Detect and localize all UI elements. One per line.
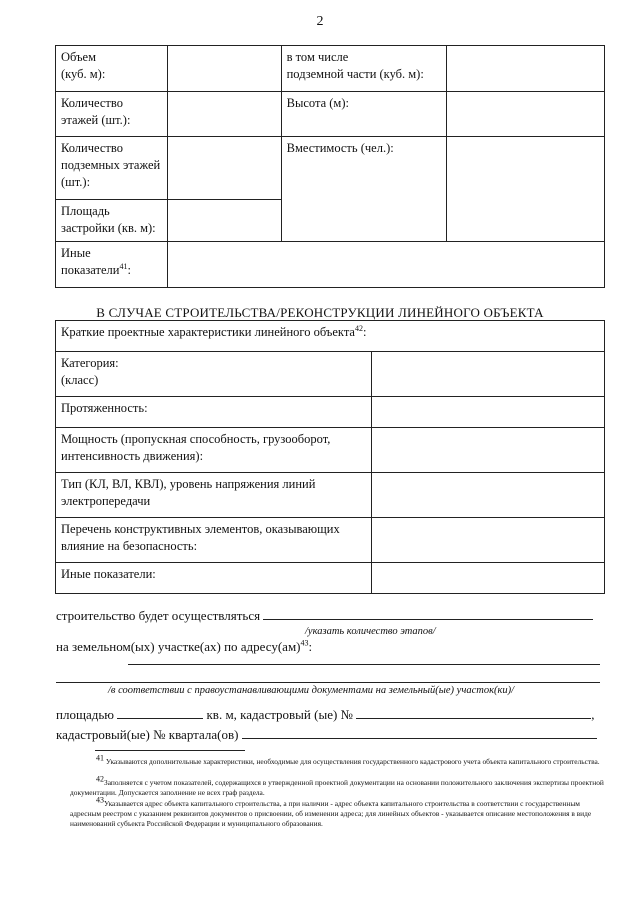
cadastral-number-field[interactable]	[356, 718, 591, 719]
address-field-1[interactable]	[128, 664, 600, 665]
stages-field[interactable]	[263, 619, 593, 620]
floors-label: Количество этажей (шт.):	[56, 92, 168, 137]
page-number: 2	[316, 14, 324, 29]
other-indicators-value-cell[interactable]	[167, 242, 604, 288]
volume-label: Объем (куб. м):	[56, 46, 168, 92]
area-unit-label: кв. м, кадастровый (ые) №	[206, 707, 353, 722]
height-value-cell[interactable]	[447, 92, 605, 137]
power-line-type-value-cell[interactable]	[371, 473, 605, 518]
construction-line	[56, 608, 593, 624]
address-field-2[interactable]	[56, 682, 600, 683]
linear-header: Краткие проектные характеристики линейного объекта$^{42}$:	[56, 321, 605, 352]
footnote-divider	[95, 750, 245, 751]
linear-object-table	[55, 320, 605, 594]
capacity-label: Вместимость (чел.):	[281, 137, 447, 242]
floors-value-cell[interactable]	[167, 92, 281, 137]
structural-elements-value-cell[interactable]	[371, 518, 605, 563]
quarter-label: кадастровый(ые) № квартала(ов)	[56, 727, 239, 742]
docs-note: /в соответствии с правоустанавливающими документами на земельный(ые) участок(ки)/	[108, 685, 515, 696]
length-value-cell[interactable]	[371, 397, 605, 428]
quarter-field[interactable]	[242, 738, 597, 739]
area-label: площадью	[56, 707, 114, 722]
footnote-ref-41: 41	[119, 261, 128, 271]
other-linear-indicators-label: Иные показатели:	[56, 563, 372, 594]
other-indicators-label: Иные показатели$^{41}$:	[56, 242, 168, 288]
area-field[interactable]	[117, 718, 203, 719]
footnote-ref-43: 43	[300, 638, 309, 648]
structural-elements-label: Перечень конструктивных элементов, оказывающих влияние на безопасность:	[56, 518, 372, 563]
construction-label: строительство будет осуществляться	[56, 608, 261, 623]
building-characteristics-table	[55, 45, 605, 288]
height-label: Высота (м):	[281, 92, 447, 137]
capacity-value-cell[interactable]	[447, 137, 605, 242]
underground-volume-label: в том числе подземной части (куб. м):	[281, 46, 447, 92]
volume-value-cell[interactable]	[167, 46, 281, 92]
category-value-cell[interactable]	[371, 352, 605, 397]
footnote-43: $^{43}$Указывается адрес объекта капитального строительства, а при наличии - адрес объекта капитального строительства в соответствии с государственным адресным реестром с указанием реквизитов документов о присвоении, об изменении адреса; для линейных объектов - указывается описание местоположения в виде наименований субъекта Российской Федерации и муниципального образования.	[70, 795, 592, 828]
underground-floors-label: Количество подземных этажей (шт.):	[56, 137, 168, 200]
footnote-42: $^{42}$Заполняется с учетом показателей, содержащихся в утвержденной проектной документации на основании положительного заключения экспертизы проектной документации. Допускается заполнение не всех граф раздела.	[70, 774, 604, 797]
area-line: площадью кв. м, кадастровый (ые) № ,	[56, 707, 595, 722]
linear-object-heading: В СЛУЧАЕ СТРОИТЕЛЬСТВА/РЕКОНСТРУКЦИИ ЛИНЕЙНОГО ОБЪЕКТА	[96, 305, 544, 320]
plot-line: на земельном(ых) участке(ах) по адресу(ам)$^{43}$:	[56, 638, 313, 654]
other-linear-indicators-value-cell[interactable]	[371, 563, 605, 594]
quarter-line	[56, 727, 597, 743]
category-label: Категория: (класс)	[56, 352, 372, 397]
stages-note: /указать количество этапов/	[305, 626, 436, 637]
footnote-41: $^{41}$ Указываются дополнительные характеристики, необходимые для осуществления государственного кадастрового учета объекта капитального строительства.	[96, 753, 600, 766]
length-label: Протяженность:	[56, 397, 372, 428]
underground-floors-value-cell[interactable]	[167, 137, 281, 200]
underground-volume-value-cell[interactable]	[447, 46, 605, 92]
capacity-throughput-label: Мощность (пропускная способность, грузооборот, интенсивность движения):	[56, 428, 372, 473]
built-area-label: Площадь застройки (кв. м):	[56, 200, 168, 242]
footnote-ref-42: 42	[354, 323, 363, 333]
power-line-type-label: Тип (КЛ, ВЛ, КВЛ), уровень напряжения линий электропередачи	[56, 473, 372, 518]
capacity-throughput-value-cell[interactable]	[371, 428, 605, 473]
built-area-value-cell[interactable]	[167, 200, 281, 242]
